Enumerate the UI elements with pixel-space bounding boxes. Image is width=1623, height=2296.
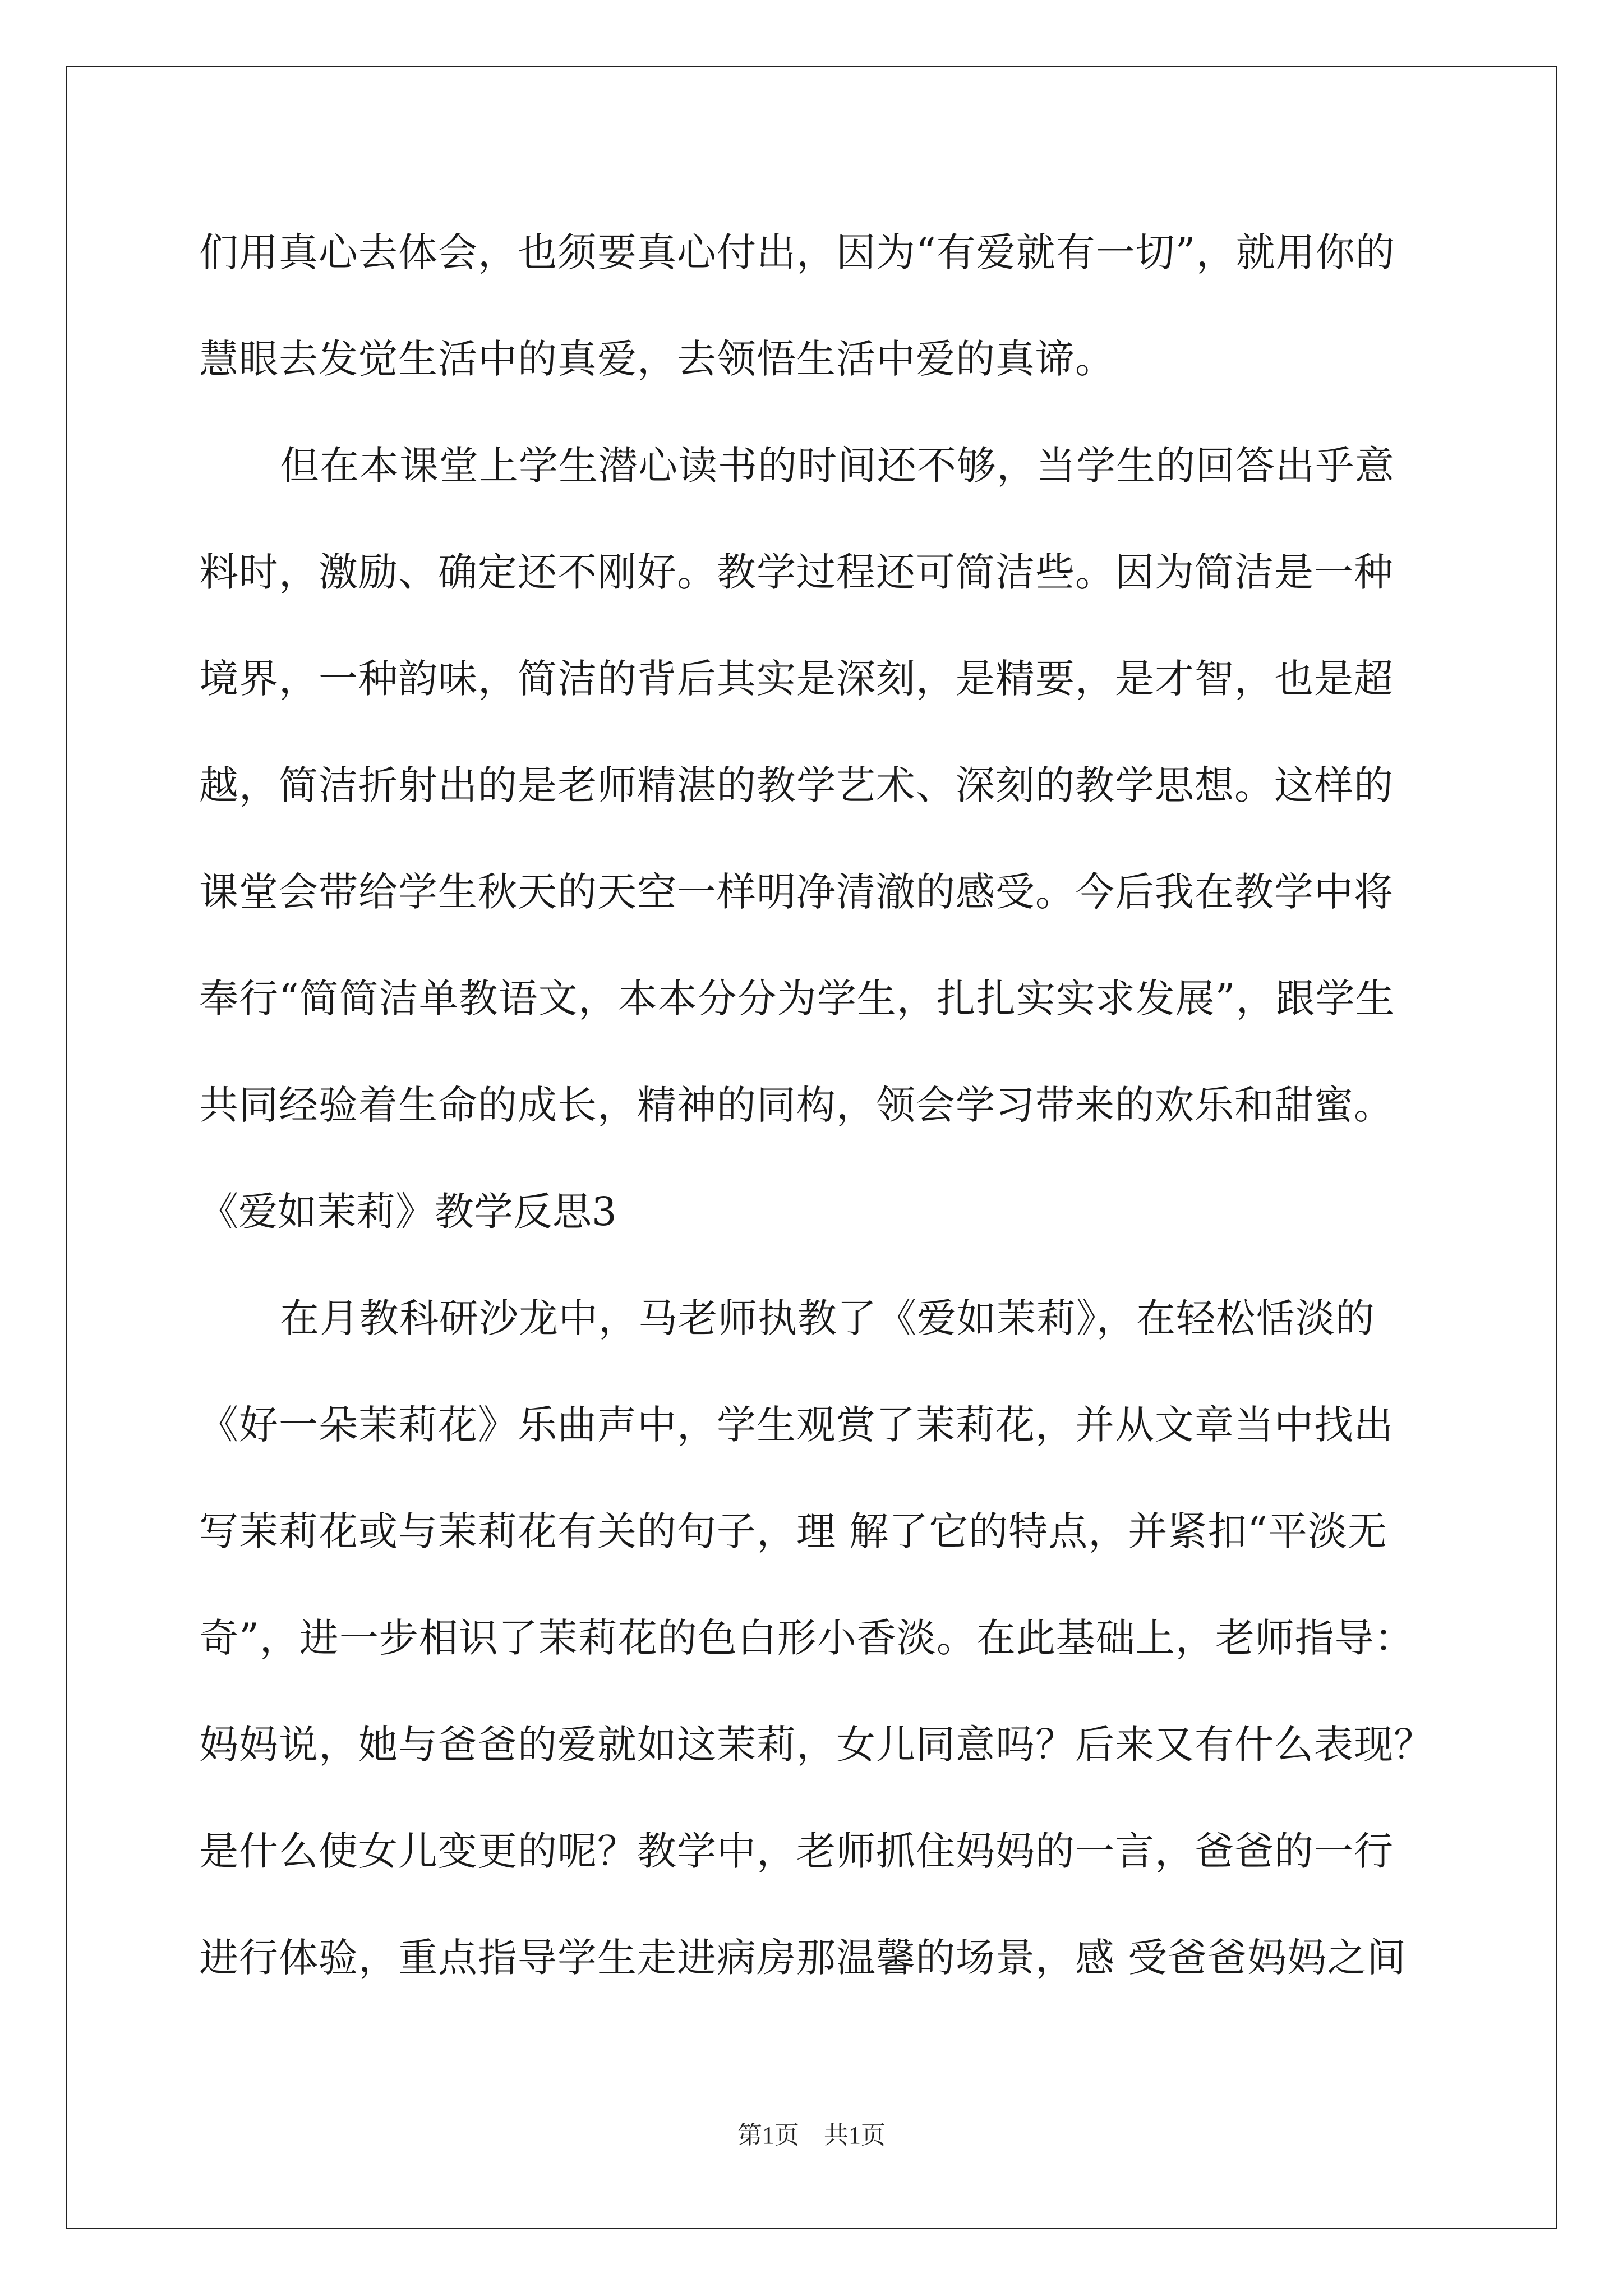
page-number-footer: 第1页 共1页 [737, 2122, 886, 2149]
text-line: 越，简洁折射出的是老师精湛的教学艺术、深刻的教学思想。这样的 [199, 762, 1394, 808]
paragraph-2 [199, 412, 1433, 1158]
text-line: 料时，激励、确定还不刚好。教学过程还可简洁些。因为简洁是一种 [199, 549, 1394, 595]
text-line: 写茉莉花或与茉莉花有关的句子，理 解了它的特点，并紧扣“平淡无 [199, 1508, 1388, 1554]
paragraph-3 [199, 1265, 1433, 2011]
text-line: 《好一朵茉莉花》乐曲声中，学生观赏了茉莉花，并从文章当中找出 [199, 1402, 1394, 1448]
text-line: 在月教科研沙龙中，马老师执教了《爱如茉莉》，在轻松恬淡的 [280, 1295, 1375, 1341]
text-line: 们用真心去体会，也须要真心付出，因为“有爱就有一切”，就用你的 [199, 229, 1395, 275]
text-line: 奇”，进一步相识了茉莉花的色白形小香淡。在此基础上，老师指导： [199, 1615, 1414, 1661]
paragraph-1 [199, 199, 1433, 412]
section-heading: 《爱如茉莉》教学反思3 [199, 1189, 617, 1235]
document-body [199, 199, 1433, 2011]
text-line: 进行体验，重点指导学生走进病房那温馨的场景，感 受爸爸妈妈之间 [199, 1935, 1407, 1981]
text-line: 慧眼去发觉生活中的真爱，去领悟生活中爱的真谛。 [199, 336, 1115, 382]
text-line: 境界，一种韵味，简洁的背后其实是深刻，是精要，是才智，也是超 [199, 656, 1394, 702]
text-line: 但在本课堂上学生潜心读书的时间还不够，当学生的回答出乎意 [280, 443, 1395, 489]
text-line: 奉行“简简洁单教语文，本本分分为学生，扎扎实实求发展”，跟学生 [199, 976, 1395, 1022]
text-line: 共同经验着生命的成长，精神的同构，领会学习带来的欢乐和甜蜜。 [199, 1082, 1394, 1128]
text-line: 妈妈说，她与爸爸的爱就如这茉莉，女儿同意吗？后来又有什么表现？ [199, 1722, 1433, 1768]
text-line: 课堂会带给学生秋天的天空一样明净清澈的感受。今后我在教学中将 [199, 869, 1394, 915]
text-line: 是什么使女儿变更的呢？教学中，老师抓住妈妈的一言，爸爸的一行 [199, 1828, 1394, 1874]
